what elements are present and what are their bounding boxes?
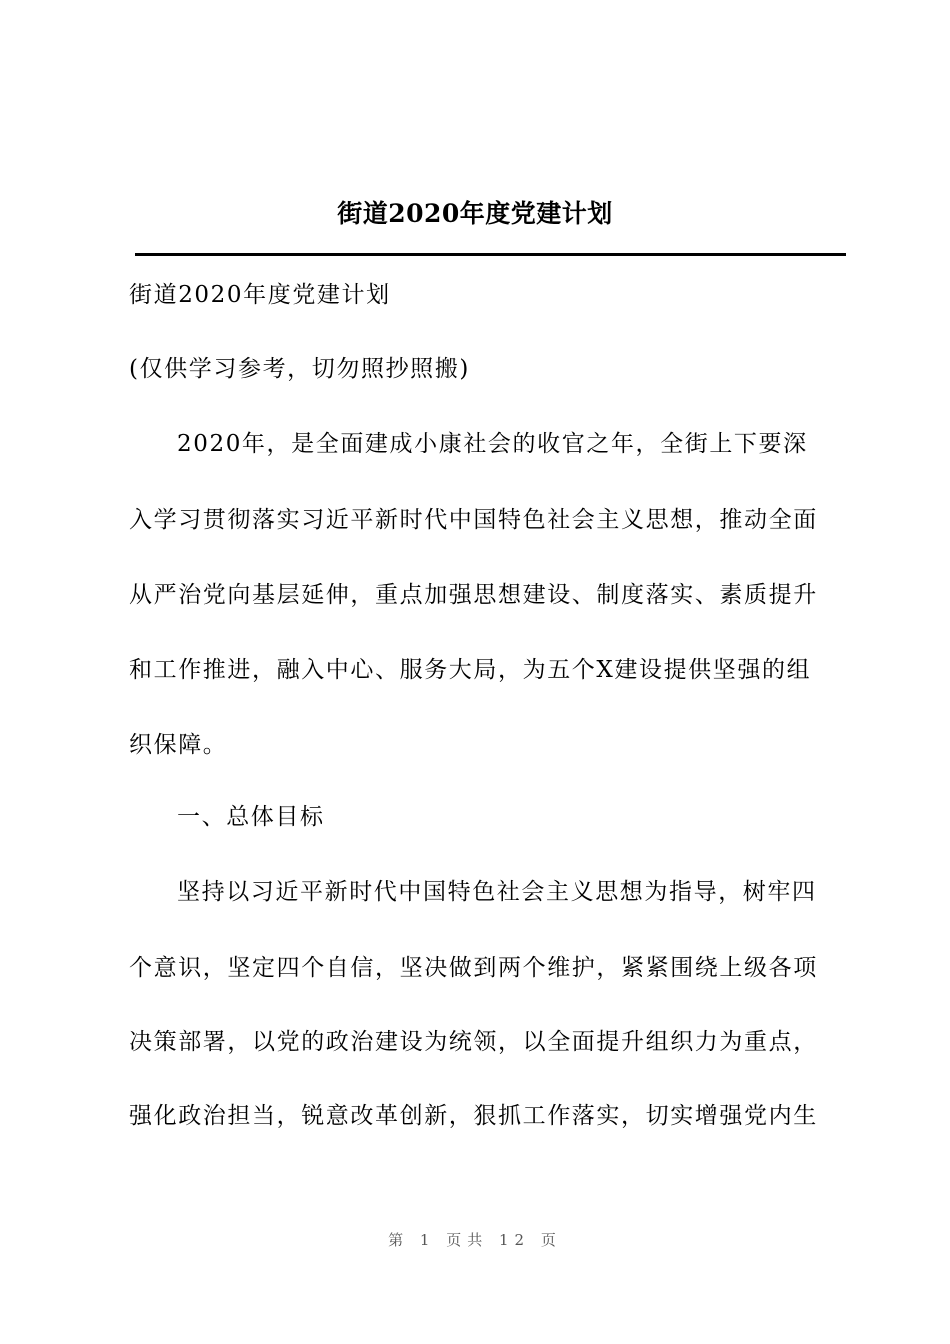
document-subtitle: 街道2020年度党建计划 (129, 282, 391, 308)
paragraph-1-line-3: 从严治党向基层延伸，重点加强思想建设、制度落实、素质提升 (129, 582, 818, 608)
paragraph-2-line-4: 强化政治担当，锐意改革创新，狠抓工作落实，切实增强党内生 (129, 1103, 818, 1129)
page-footer: 第 1 页共 12 页 (388, 1231, 562, 1249)
paragraph-1-line-5: 织保障。 (129, 732, 228, 758)
paragraph-2-line-2: 个意识，坚定四个自信，坚决做到两个维护，紧紧围绕上级各项 (129, 955, 818, 981)
paragraph-1-line-1: 2020年，是全面建成小康社会的收官之年，全街上下要深 (177, 431, 808, 457)
title-divider (135, 253, 846, 256)
paragraph-1-line-2: 入学习贯彻落实习近平新时代中国特色社会主义思想，推动全面 (129, 507, 818, 533)
paragraph-2-line-1: 坚持以习近平新时代中国特色社会主义思想为指导，树牢四 (177, 879, 817, 905)
page-title: 街道2020年度党建计划 (337, 199, 613, 228)
section-heading: 一、总体目标 (177, 804, 325, 830)
paragraph-2-line-3: 决策部署，以党的政治建设为统领，以全面提升组织力为重点， (129, 1029, 818, 1055)
usage-note: (仅供学习参考，切勿照抄照搬) (129, 356, 470, 382)
paragraph-1-line-4: 和工作推进，融入中心、服务大局，为五个X建设提供坚强的组 (129, 657, 812, 683)
